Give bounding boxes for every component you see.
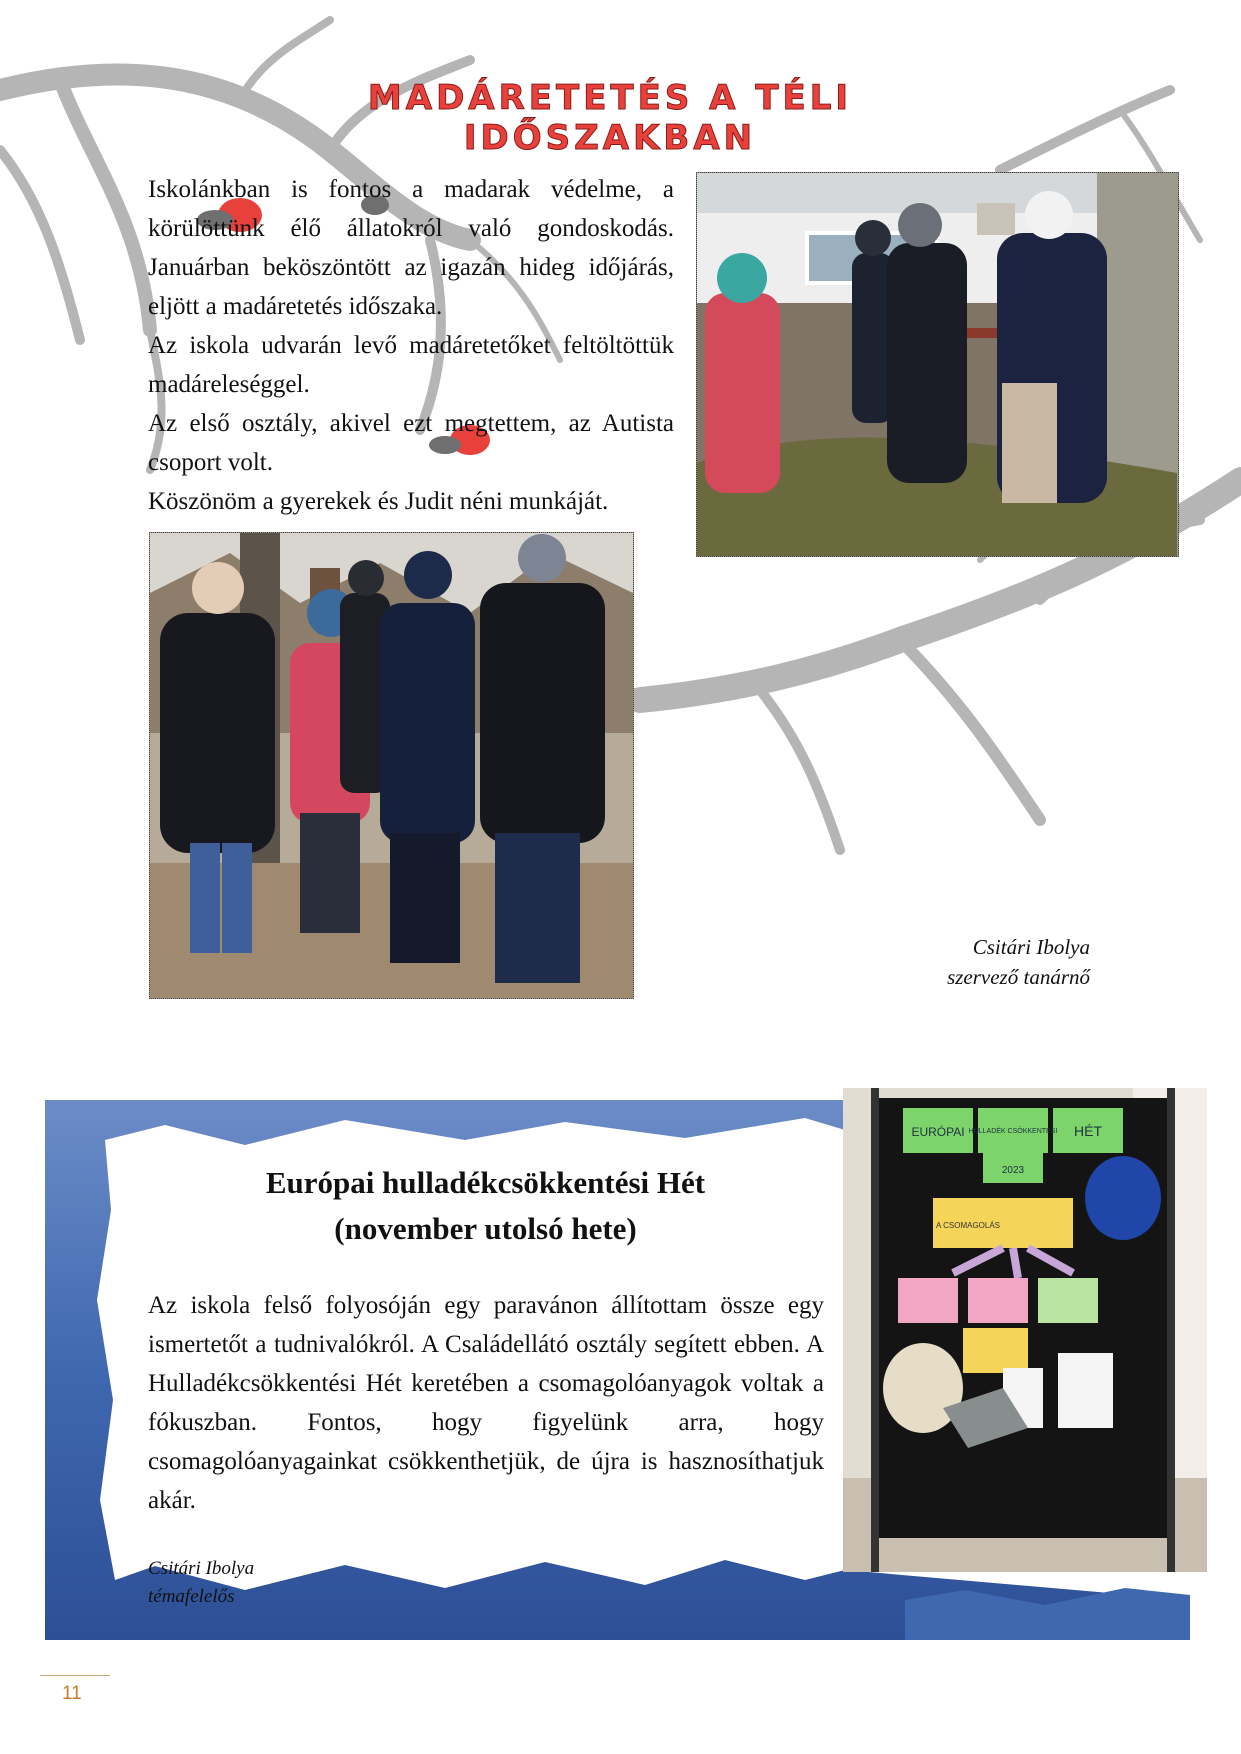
article2-title-line: Európai hulladékcsökkentési Hét: [265, 1165, 706, 1200]
board-text: HÉT: [1074, 1123, 1102, 1139]
signature-role: szervező tanárnő: [947, 965, 1090, 989]
signature-name: Csitári Ibolya: [972, 935, 1090, 959]
signature-role: témafelelős: [148, 1586, 235, 1607]
board-text: HULLADÉK CSÖKKENTÉSI: [968, 1128, 1058, 1135]
article-title: MADÁRETETÉS A TÉLI IDŐSZAKBAN: [367, 78, 853, 158]
article2-title: [148, 1160, 823, 1252]
board-text: 2023: [1001, 1165, 1025, 1176]
article2-body: Az iskola felső folyosóján egy paravánon állítottam össze egy ismertetőt a tudnivalókról. A Családellátó osztály segített ebben. A Hulladékcsökkentési Hét keretében a csomagolóanyagok voltak a fókuszban. Fontos, hogy figyelünk arra, hogy csomagolóanyagainkat csökkenthetjük, de újra is hasznosíthatjuk akár.: [148, 1292, 824, 1514]
photo-filling-bird-feeder: [696, 172, 1179, 557]
paragraph: Az első osztály, akivel ezt megtettem, az Autista csoport volt.: [148, 410, 674, 476]
photo-information-board: [843, 1088, 1207, 1572]
article-body: [148, 170, 674, 521]
photo-group-outdoors: [149, 532, 634, 999]
article2-subtitle-line: (november utolsó hete): [334, 1211, 637, 1246]
paragraph: Köszönöm a gyerekek és Judit néni munkáját.: [148, 488, 609, 515]
signature-block: [148, 1555, 398, 1611]
board-text: EURÓPAI: [911, 1125, 965, 1139]
signature-block: [830, 932, 1090, 992]
page-number: 11: [62, 1683, 82, 1704]
paragraph: Iskolánkban is fontos a madarak védelme, a körülöttünk élő állatokról való gondoskodás. Januárban beköszöntött az igazán hideg időjárás, eljött a madáretetés időszaka.: [148, 176, 674, 320]
board-text: A CSOMAGOLÁS: [935, 1221, 1001, 1230]
page-number-rule: [40, 1675, 110, 1676]
signature-name: Csitári Ibolya: [148, 1558, 255, 1579]
paragraph: Az iskola udvarán levő madáretetőket feltöltöttük madáreleséggel.: [148, 332, 674, 398]
